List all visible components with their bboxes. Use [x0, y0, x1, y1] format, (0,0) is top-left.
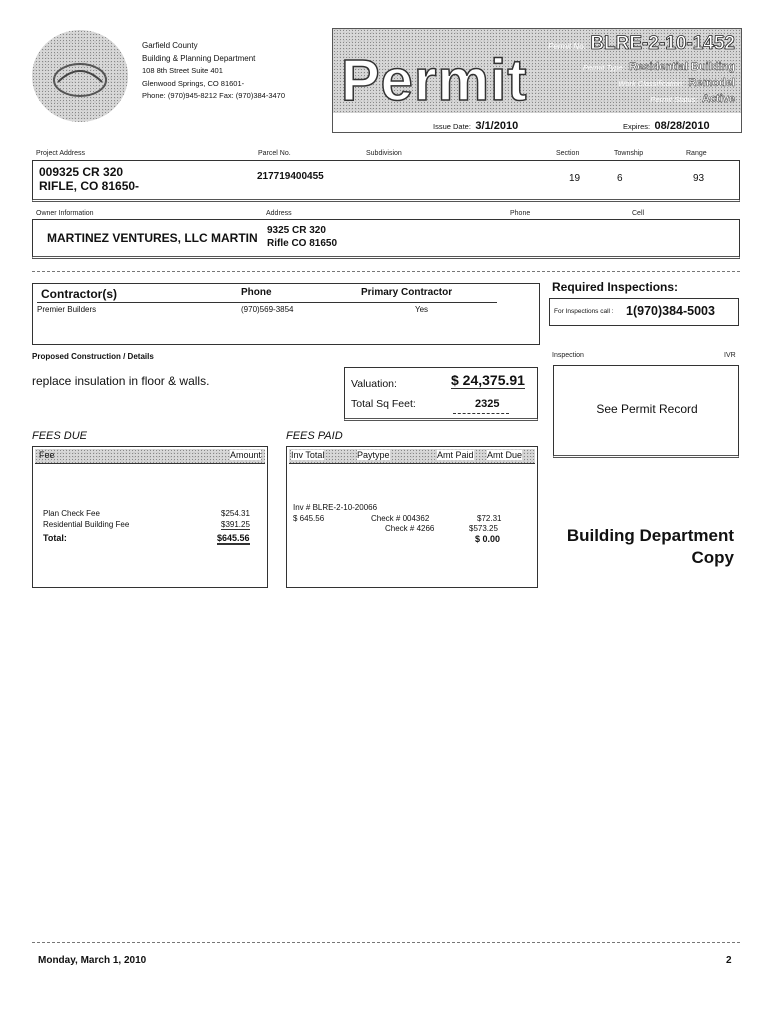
- fee-row-amount: $254.31: [221, 509, 250, 518]
- valuation-value: $ 24,375.91: [451, 372, 525, 388]
- fee-row-name: Plan Check Fee: [43, 509, 100, 518]
- dept-line: Building & Planning Department: [142, 53, 256, 63]
- project-address-line1: 009325 CR 320: [39, 165, 124, 179]
- invoice-total: $ 645.56: [293, 514, 325, 523]
- permit-type-label: Permit Type:: [582, 63, 625, 72]
- inv-total-col-header: Inv Total: [291, 450, 325, 460]
- fee-row-name: Residential Building Fee: [43, 520, 130, 529]
- fees-due-box: [32, 446, 268, 588]
- fees-due-title: FEES DUE: [32, 430, 88, 442]
- range-value: 93: [693, 173, 705, 184]
- inspection-call-number: 1(970)384-5003: [626, 304, 715, 318]
- permit-type: Residential Building: [629, 61, 735, 73]
- fee-row-amount: $391.25: [221, 520, 250, 529]
- inspection-label: Inspection: [552, 352, 584, 359]
- details-title: Proposed Construction / Details: [32, 352, 154, 361]
- issue-date-label: Issue Date:: [433, 122, 471, 131]
- owner-phone-label: Phone: [510, 210, 531, 217]
- township-value: 6: [617, 173, 623, 184]
- copy-label-line1: Building Department: [566, 526, 734, 545]
- project-box: [32, 160, 740, 202]
- fee-col-header: Fee: [39, 450, 55, 460]
- inspections-title: Required Inspections:: [552, 280, 679, 294]
- dept-line: 108 8th Street Suite 401: [142, 66, 223, 75]
- owner-info-label: Owner Information: [36, 210, 94, 217]
- footer-date: Monday, March 1, 2010: [38, 955, 147, 966]
- amount-col-header: Amount: [229, 450, 261, 460]
- owner-name: MARTINEZ VENTURES, LLC MARTIN: [47, 231, 258, 245]
- contractor-phone: (970)569-3854: [241, 305, 294, 314]
- primary-contractor-label: Primary Contractor: [361, 287, 453, 298]
- owner-address-line2: Rifle CO 81650: [267, 238, 338, 249]
- page-number: 2: [726, 955, 732, 966]
- owner-address-label: Address: [266, 210, 292, 217]
- details-text: replace insulation in floor & walls.: [32, 374, 210, 388]
- range-label: Range: [686, 150, 707, 157]
- fees-paid-box: [286, 446, 538, 588]
- project-address-line2: RIFLE, CO 81650-: [39, 179, 140, 193]
- paytype-col-header: Paytype: [357, 450, 390, 460]
- fees-total: $645.56: [217, 533, 250, 543]
- parcel-label: Parcel No.: [258, 150, 291, 157]
- ivr-label: IVR: [724, 352, 736, 359]
- dept-line: Glenwood Springs, CO 81601-: [142, 78, 245, 88]
- contractors-box: [32, 283, 540, 345]
- amt-paid-col-header: Amt Paid: [437, 450, 474, 460]
- project-address-label: Project Address: [36, 150, 86, 157]
- payment-amount: $72.31: [477, 514, 502, 523]
- fees-paid-title: FEES PAID: [286, 430, 343, 442]
- sqft-label: Total Sq Feet:: [351, 398, 416, 410]
- sqft-value: 2325: [475, 398, 500, 410]
- department-info: [142, 40, 322, 103]
- county-logo: [32, 30, 128, 122]
- copy-label-line2: Copy: [691, 548, 734, 567]
- separator-line: [32, 271, 740, 272]
- work-class: Remodel: [688, 77, 735, 89]
- section-value: 19: [569, 173, 581, 184]
- expires-label: Expires:: [623, 122, 651, 131]
- issue-bar: [332, 113, 742, 133]
- contractor-name: Premier Builders: [37, 305, 97, 314]
- permit-status: Active: [701, 93, 735, 105]
- contractor-phone-label: Phone: [241, 287, 272, 298]
- contractor-primary: Yes: [415, 305, 429, 314]
- subdivision-label: Subdivision: [366, 150, 402, 157]
- parcel-number: 217719400455: [257, 171, 324, 182]
- owner-address-line1: 9325 CR 320: [267, 225, 326, 236]
- permit-number: BLRE-2-10-1452: [590, 33, 735, 54]
- township-label: Township: [614, 150, 644, 157]
- permit-no-label: Permit No:: [548, 42, 586, 51]
- status-label: Permit Status:: [650, 95, 698, 104]
- amount-due: $ 0.00: [475, 534, 501, 544]
- permit-banner: [332, 28, 742, 116]
- invoice-number: Inv # BLRE-2-10-20066: [293, 503, 378, 512]
- dept-line: Phone: (970)945-8212 Fax: (970)384-3470: [142, 91, 286, 100]
- contractors-title: Contractor(s): [41, 287, 118, 301]
- expires-date: 08/28/2010: [654, 120, 710, 132]
- copy-label: [548, 525, 734, 569]
- inspections-call-box: [549, 298, 739, 326]
- valuation-box: [344, 367, 538, 421]
- inspection-call-label: For Inspections call :: [554, 308, 614, 315]
- inspection-record-box: [553, 365, 739, 458]
- fees-total-label: Total:: [43, 533, 67, 543]
- permit-word: Permit: [341, 48, 528, 113]
- payment-paytype: Check # 004362: [371, 514, 430, 523]
- section-label: Section: [556, 150, 580, 157]
- dept-line: Garfield County: [142, 41, 198, 50]
- issue-date: 3/1/2010: [475, 120, 519, 132]
- payment-amount: $573.25: [469, 524, 498, 533]
- owner-box: [32, 219, 740, 259]
- valuation-label: Valuation:: [351, 378, 397, 390]
- see-permit-record: See Permit Record: [596, 402, 698, 416]
- payment-paytype: Check # 4266: [385, 524, 435, 533]
- owner-cell-label: Cell: [632, 210, 645, 217]
- footer-separator: [32, 942, 740, 943]
- work-class-label: Work Classification:: [618, 79, 685, 88]
- amt-due-col-header: Amt Due: [487, 450, 523, 460]
